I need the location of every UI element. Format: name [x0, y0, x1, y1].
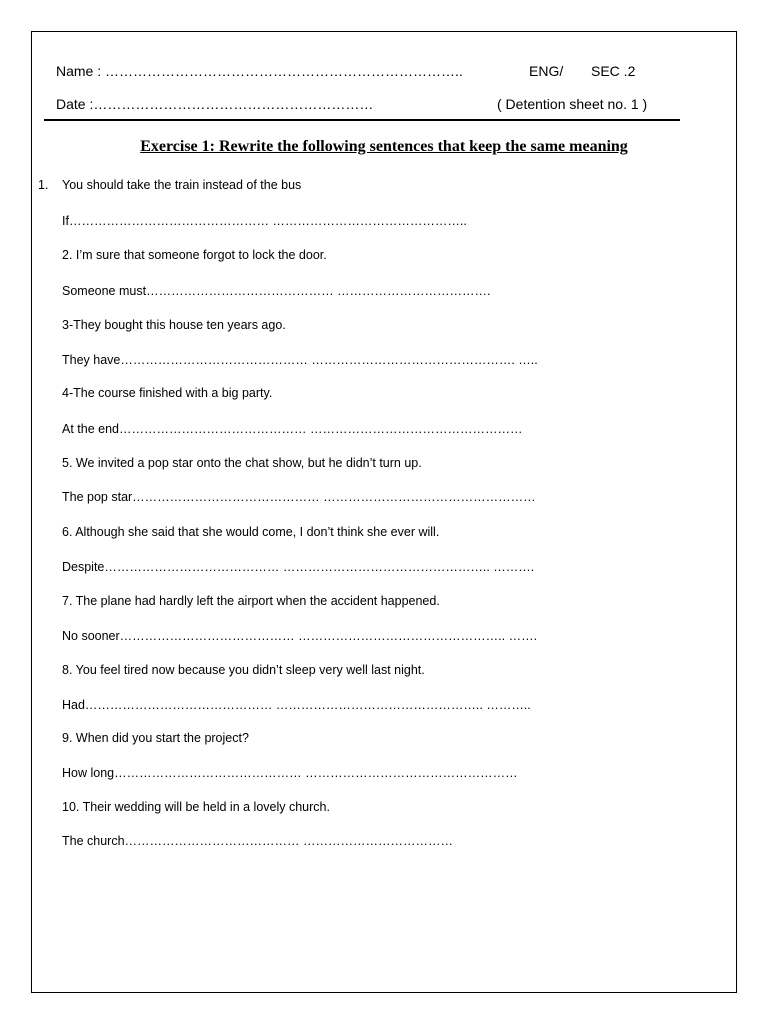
section-label: SEC .2: [591, 63, 636, 79]
answer-line[interactable]: Someone must……………………………………… ……………………………….: [62, 284, 491, 298]
date-field[interactable]: Date :……………………………………………………: [56, 96, 374, 112]
question-prompt: You should take the train instead of the bus: [62, 178, 302, 192]
answer-line[interactable]: No sooner…………………………………… ………………………………………….. …….: [62, 629, 538, 643]
exercise-title: Exercise 1: Rewrite the following sentences that keep the same meaning: [140, 138, 628, 155]
question-prompt: 9. When did you start the project?: [62, 731, 249, 745]
name-field[interactable]: Name : …………………………………………………………………..: [56, 63, 463, 79]
question-prompt: 5. We invited a pop star onto the chat show, but he didn’t turn up.: [62, 456, 422, 470]
answer-line[interactable]: The pop star……………………………………… ……………………………………………: [62, 490, 536, 504]
answer-line[interactable]: Despite…………………………………… ………………………………………….. ……….: [62, 560, 535, 574]
answer-line[interactable]: They have……………………………………… …………………………………………. …..: [62, 353, 538, 367]
question-prompt: 7. The plane had hardly left the airport when the accident happened.: [62, 594, 440, 608]
sheet-number: ( Detention sheet no. 1 ): [497, 96, 648, 112]
header-divider: [44, 119, 680, 121]
question-prompt: 8. You feel tired now because you didn’t sleep very well last night.: [62, 663, 425, 677]
answer-line[interactable]: Had……………………………………… ………………………………………….. ………..: [62, 698, 531, 712]
question-prompt: 4-The course finished with a big party.: [62, 386, 273, 400]
page-frame: [31, 31, 737, 993]
answer-line[interactable]: How long……………………………………… ……………………………………………: [62, 766, 518, 780]
answer-line[interactable]: The church…………………………………… ………………………………: [62, 834, 454, 848]
answer-line[interactable]: At the end……………………………………… ……………………………………………: [62, 422, 523, 436]
question-number: 1.: [38, 178, 49, 192]
question-prompt: 2. I’m sure that someone forgot to lock the door.: [62, 248, 327, 262]
question-prompt: 6. Although she said that she would come, I don’t think she ever will.: [62, 525, 440, 539]
answer-line[interactable]: If………………………………………… ………………………………………..: [62, 214, 467, 228]
question-prompt: 10. Their wedding will be held in a lovely church.: [62, 800, 330, 814]
class-label: ENG/: [529, 63, 564, 79]
question-prompt: 3-They bought this house ten years ago.: [62, 318, 286, 332]
